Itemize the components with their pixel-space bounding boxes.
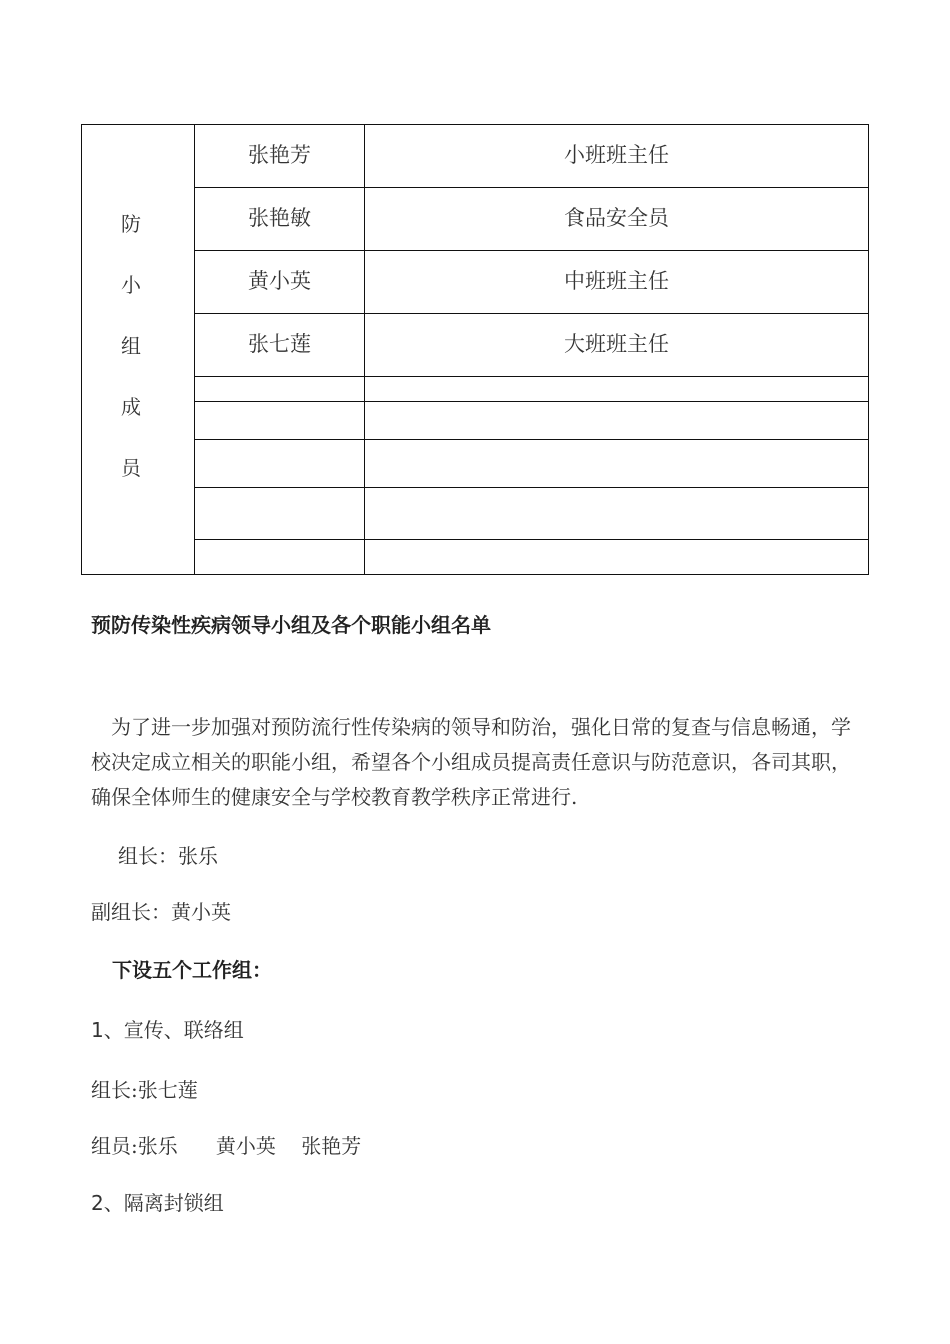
member-name: 张艳芳 <box>248 143 311 167</box>
member-name-cell <box>195 251 365 314</box>
group1-leader: 组长:张七莲 <box>91 1078 198 1102</box>
vice-leader-line: 副组长：黄小英 <box>91 900 231 924</box>
member-role-cell <box>365 440 869 488</box>
member-name-cell <box>195 314 365 377</box>
intro-paragraph: 为了进一步加强对预防流行性传染病的领导和防治，强化日常的复查与信息畅通，学校决定成立相关的职能小组，希望各个小组成员提高责任意识与防范意识，各司其职，确保全体师生的健康安全与学校教育教学秩序正常进行. <box>91 715 851 809</box>
member-role-cell <box>365 251 869 314</box>
table-row-empty <box>82 440 869 488</box>
member-role-cell <box>365 540 869 575</box>
group1-title: 1、宣传、联络组 <box>91 1018 244 1042</box>
member-role: 大班班主任 <box>564 332 669 356</box>
member-role: 中班班主任 <box>564 269 669 293</box>
group-label-char: 员 <box>121 456 141 480</box>
member-role-cell <box>365 488 869 540</box>
prevention-group-members-table <box>81 124 869 575</box>
member-role-cell <box>365 188 869 251</box>
member-name: 张艳敏 <box>248 206 311 230</box>
table-row <box>82 125 869 188</box>
member-role-cell <box>365 314 869 377</box>
member-name-cell <box>195 377 365 402</box>
group1-members: 组员:张乐 黄小英 张艳芳 <box>91 1134 362 1158</box>
member-name: 张七莲 <box>248 332 311 356</box>
leader-line: 组长：张乐 <box>118 844 218 868</box>
table-row-empty <box>82 402 869 440</box>
member-name-cell <box>195 402 365 440</box>
member-role: 食品安全员 <box>564 206 669 230</box>
member-role-cell <box>365 377 869 402</box>
group-label-char: 组 <box>121 334 141 358</box>
group-label-char: 成 <box>121 395 141 419</box>
member-name-cell <box>195 488 365 540</box>
table-row <box>82 188 869 251</box>
group2-title: 2、隔离封锁组 <box>91 1191 224 1215</box>
member-role: 小班班主任 <box>564 143 669 167</box>
member-role-cell <box>365 125 869 188</box>
document-heading: 预防传染性疾病领导小组及各个职能小组名单 <box>91 613 491 637</box>
table-row <box>82 251 869 314</box>
group-label-char: 小 <box>121 273 141 297</box>
table-row-empty <box>82 540 869 575</box>
table-row <box>82 314 869 377</box>
group-label-vertical <box>68 208 194 481</box>
member-name-cell <box>195 440 365 488</box>
group-label-char: 防 <box>121 212 141 236</box>
group-label-cell <box>82 125 195 575</box>
subgroups-intro: 下设五个工作组： <box>112 958 272 982</box>
table-row-empty <box>82 377 869 402</box>
member-name-cell <box>195 188 365 251</box>
member-name-cell <box>195 125 365 188</box>
member-name: 黄小英 <box>248 269 311 293</box>
table-row-empty <box>82 488 869 540</box>
member-name-cell <box>195 540 365 575</box>
member-role-cell <box>365 402 869 440</box>
